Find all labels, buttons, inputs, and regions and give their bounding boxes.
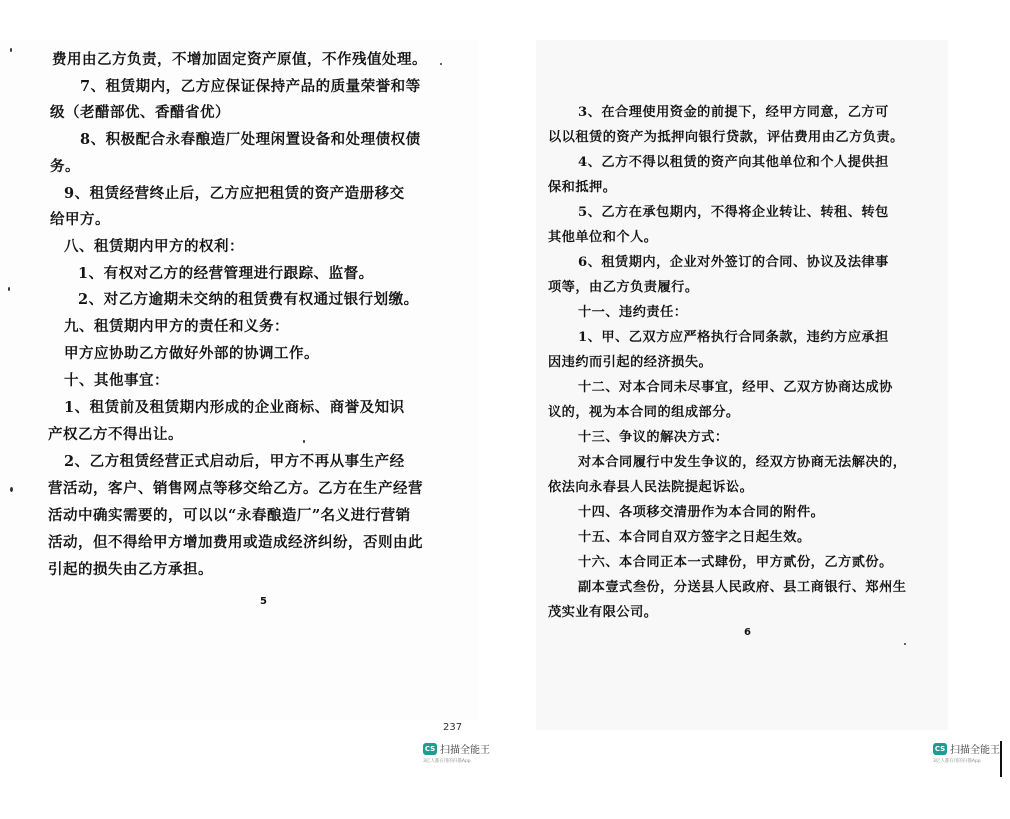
- text-line: 副本壹式叁份，分送县人民政府、县工商银行、郑州生: [578, 580, 907, 595]
- scan-speck: [904, 643, 906, 645]
- watermark-title: 扫描全能王: [950, 745, 1000, 756]
- watermark-subtitle: 3亿人都在用的扫描App: [423, 759, 471, 764]
- text-line: 2、乙方租赁经营正式启动后，甲方不再从事生产经: [64, 453, 405, 470]
- text-line: 3、在合理使用资金的前提下，经甲方同意，乙方可: [578, 105, 889, 120]
- camscanner-logo-icon: CS: [934, 744, 946, 753]
- watermark-title: 扫描全能王: [440, 745, 490, 756]
- text-line: 4、乙方不得以租赁的资产向其他单位和个人提供担: [578, 155, 889, 170]
- text-line: 保和抵押。: [548, 180, 617, 195]
- text-line: 2、对乙方逾期未交纳的租赁费有权通过银行划缴。: [78, 291, 419, 308]
- text-line: 费用由乙方负责，不增加固定资产原值，不作残值处理。: [52, 51, 427, 68]
- section-heading: 十一、违约责任：: [578, 305, 688, 320]
- text-line: 1、租赁前及租赁期内形成的企业商标、商誉及知识: [64, 399, 405, 416]
- text-line: 给甲方。: [50, 211, 110, 228]
- text-line: 1、甲、乙双方应严格执行合同条款，违约方应承担: [578, 330, 889, 345]
- text-line: 9、租赁经营终止后，乙方应把租赁的资产造册移交: [64, 185, 405, 202]
- scanner-watermark-right: [933, 741, 1000, 764]
- text-line: 十六、本合同正本一式肆份，甲方贰份，乙方贰份。: [578, 555, 893, 570]
- text-line: 十四、各项移交清册作为本合同的附件。: [578, 505, 825, 520]
- page-number: 5: [260, 596, 267, 607]
- watermark-subtitle: 3亿人都在用的扫描App: [933, 759, 981, 764]
- text-line: 以以租赁的资产为抵押向银行贷款，评估费用由乙方负责。: [548, 130, 904, 145]
- text-line: 项等，由乙方负责履行。: [548, 280, 699, 295]
- section-heading: 八、租赁期内甲方的权利：: [64, 238, 244, 255]
- text-line: 甲方应协助乙方做好外部的协调工作。: [64, 345, 319, 362]
- text-line: 依法向永春县人民法院提起诉讼。: [548, 480, 754, 495]
- scan-speck: [8, 287, 10, 291]
- scan-page-number: 237: [443, 722, 463, 733]
- text-line: 议的，视为本合同的组成部分。: [548, 405, 740, 420]
- text-line: 其他单位和个人。: [548, 230, 658, 245]
- text-line: 对本合同履行中发生争议的，经双方协商无法解决的，: [578, 455, 907, 470]
- text-line: 级（老醋部优、香醋省优）: [50, 104, 230, 121]
- scanner-watermark-left: [423, 741, 490, 764]
- scan-speck: [303, 440, 305, 443]
- camscanner-logo-icon: CS: [424, 744, 436, 753]
- text-line: 产权乙方不得出让。: [48, 426, 183, 443]
- text-line: 营活动，客户、销售网点等移交给乙方。乙方在生产经营: [48, 480, 423, 497]
- left-document-page: [0, 40, 478, 720]
- text-line: 5、乙方在承包期内，不得将企业转让、转租、转包: [578, 205, 889, 220]
- text-line: 活动，但不得给甲方增加费用或造成经济纠纷，否则由此: [48, 534, 423, 551]
- text-line: 务。: [50, 158, 80, 175]
- text-line: 活动中确实需要的，可以以“永春酿造厂”名义进行营销: [48, 507, 411, 524]
- section-heading: 九、租赁期内甲方的责任和义务：: [64, 318, 289, 335]
- text-line: 1、有权对乙方的经营管理进行跟踪、监督。: [78, 265, 374, 282]
- text-line: 因违约而引起的经济损失。: [548, 355, 713, 370]
- text-line: 茂实业有限公司。: [548, 605, 658, 620]
- scan-speck: [10, 487, 13, 492]
- right-document-page: [536, 40, 948, 730]
- text-line: 8、积极配合永春酿造厂处理闲置设备和处理债权债: [80, 131, 421, 148]
- edge-bar: [1000, 741, 1002, 777]
- scan-speck: [440, 63, 442, 65]
- section-heading: 十三、争议的解决方式：: [578, 430, 729, 445]
- text-line: 引起的损失由乙方承担。: [48, 561, 213, 578]
- text-line: 十五、本合同自双方签字之日起生效。: [578, 530, 811, 545]
- text-line: 7、租赁期内，乙方应保证保持产品的质量荣誉和等: [80, 78, 421, 95]
- section-heading: 十、其他事宜：: [64, 372, 169, 389]
- scan-speck: [10, 48, 12, 52]
- page-number: 6: [744, 627, 751, 638]
- text-line: 十二、对本合同未尽事宜，经甲、乙双方协商达成协: [578, 380, 893, 395]
- text-line: 6、租赁期内，企业对外签订的合同、协议及法律事: [578, 255, 889, 270]
